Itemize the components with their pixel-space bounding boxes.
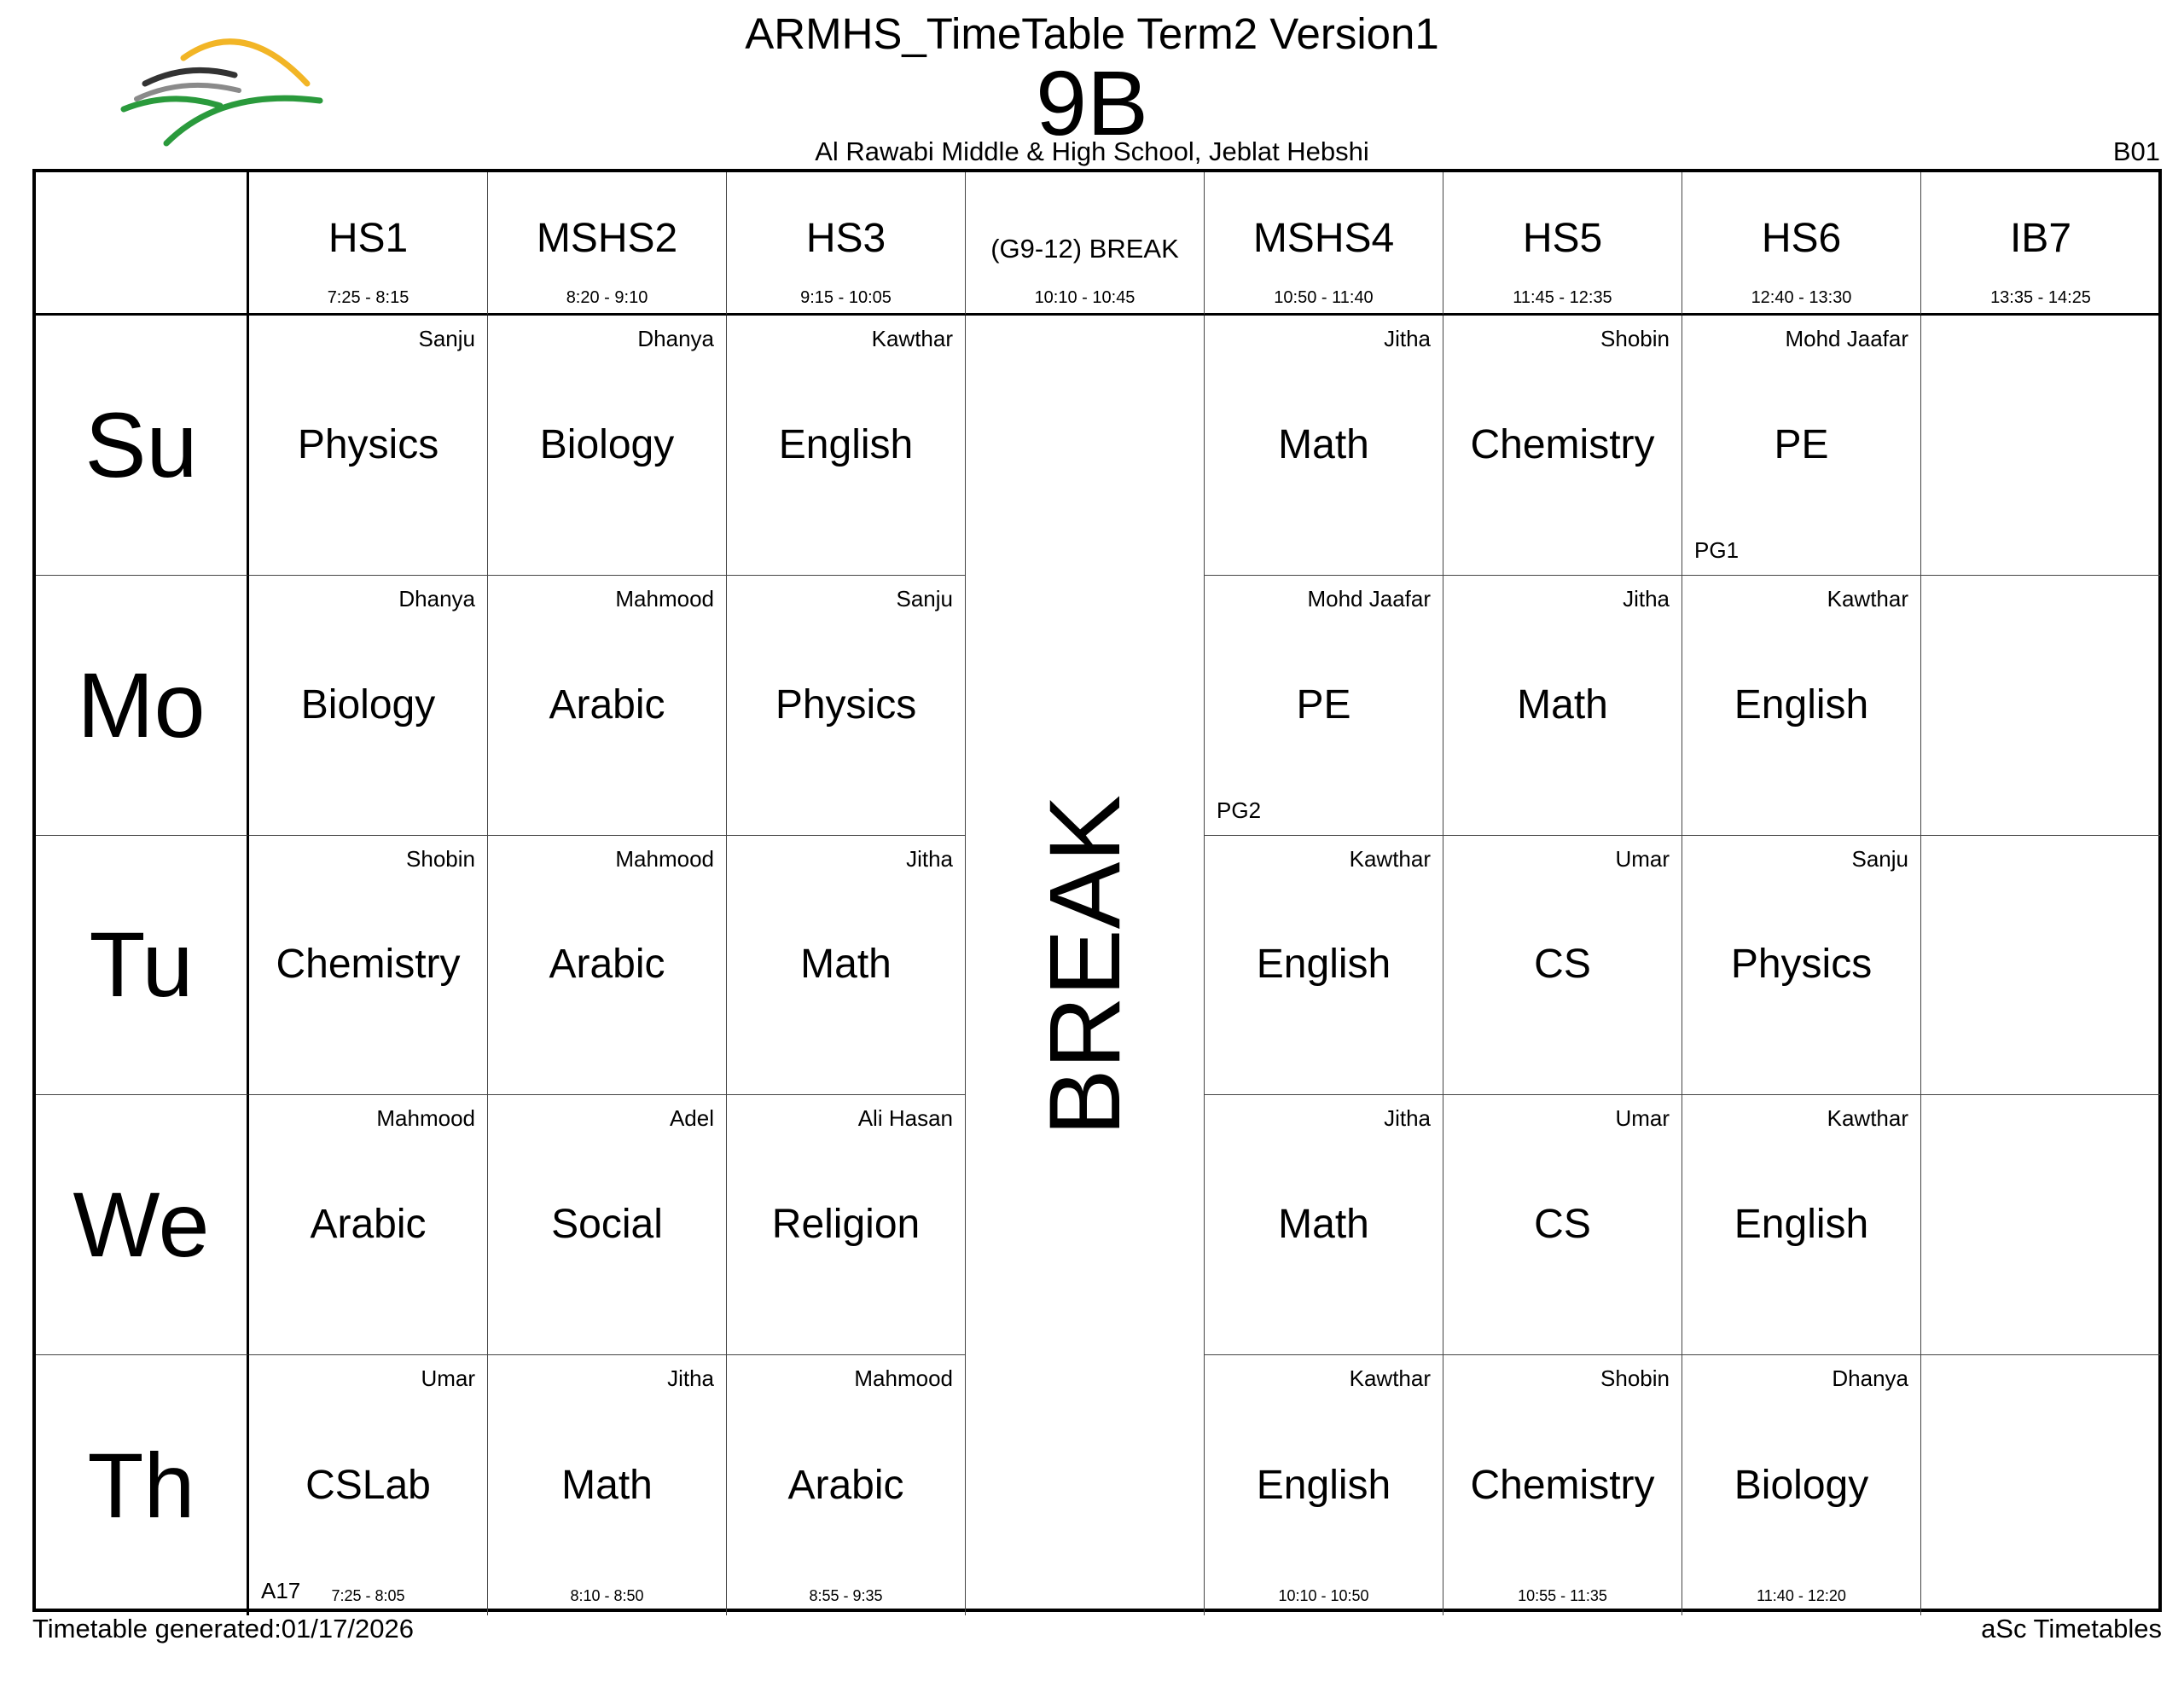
lesson-time: 10:55 - 11:35 <box>1518 1586 1607 1604</box>
lesson-room: A17 <box>261 1577 301 1603</box>
subject-name: Social <box>551 1202 663 1248</box>
lesson-cell <box>1205 1095 1443 1355</box>
lesson-cell <box>727 316 966 576</box>
lesson-room: PG1 <box>1694 536 1740 563</box>
period-time: 10:50 - 11:40 <box>1274 288 1374 307</box>
lesson-cell <box>1443 576 1682 836</box>
teacher-name: Jitha <box>1623 585 1670 612</box>
day-label: We <box>73 1173 210 1277</box>
lesson-cell <box>1205 836 1443 1096</box>
class-name: 9B <box>1035 51 1149 154</box>
lesson-cell-empty <box>1921 1355 2160 1615</box>
subject-name: Arabic <box>310 1202 427 1248</box>
lesson-cell <box>1682 576 1921 836</box>
teacher-name: Jitha <box>1384 326 1431 351</box>
teacher-name: Mohd Jaafar <box>1785 326 1908 351</box>
lesson-cell <box>1443 1095 1682 1355</box>
lesson-cell <box>488 1355 727 1615</box>
subject-name: Math <box>800 942 892 988</box>
lesson-time: 7:25 - 8:05 <box>331 1586 405 1604</box>
teacher-name: Mahmood <box>615 845 714 872</box>
day-cell <box>36 1095 249 1355</box>
lesson-cell <box>249 316 488 576</box>
break-label: BREAK <box>1028 794 1141 1137</box>
lesson-cell <box>488 576 727 836</box>
subject-name: Arabic <box>787 1462 904 1508</box>
teacher-name: Ali Hasan <box>857 1105 953 1132</box>
period-name: HS6 <box>1761 216 1842 261</box>
subject-name: English <box>1256 1462 1391 1508</box>
room-code: B01 <box>2112 136 2160 166</box>
teacher-name: Umar <box>1615 1105 1670 1132</box>
period-time: 12:40 - 13:30 <box>1751 288 1852 307</box>
subject-name: Biology <box>1734 1462 1869 1508</box>
lesson-cell <box>249 576 488 836</box>
subject-name: Math <box>1278 421 1369 467</box>
timetable-grid <box>32 169 2162 1612</box>
lesson-cell <box>1682 836 1921 1096</box>
subject-name: Math <box>1517 681 1608 728</box>
lesson-cell <box>1205 1355 1443 1615</box>
lesson-cell <box>727 576 966 836</box>
lesson-cell <box>249 1095 488 1355</box>
period-header <box>1921 172 2160 316</box>
teacher-name: Kawthar <box>1349 845 1431 872</box>
lesson-room: PG2 <box>1217 797 1262 823</box>
lesson-cell-empty <box>1921 576 2160 836</box>
teacher-name: Mahmood <box>376 1105 475 1132</box>
teacher-name: Jitha <box>906 845 953 872</box>
lesson-cell <box>1443 836 1682 1096</box>
period-header <box>1682 172 1921 316</box>
teacher-name: Kawthar <box>1827 585 1908 612</box>
lesson-cell <box>1205 576 1443 836</box>
teacher-name: Umar <box>1615 845 1670 872</box>
period-name: MSHS2 <box>536 216 678 261</box>
lesson-cell-empty <box>1921 836 2160 1096</box>
teacher-name: Shobin <box>1600 1365 1670 1392</box>
lesson-cell <box>488 316 727 576</box>
timetable-title: ARMHS_TimeTable Term2 Version1 <box>745 9 1439 58</box>
teacher-name: Mohd Jaafar <box>1307 585 1431 612</box>
teacher-name: Kawthar <box>1827 1105 1908 1132</box>
subject-name: PE <box>1296 681 1351 728</box>
day-label: Tu <box>89 913 194 1017</box>
period-header-break <box>966 172 1205 316</box>
period-header <box>249 172 488 316</box>
period-name: HS3 <box>805 216 886 261</box>
subject-name: Math <box>1278 1202 1369 1248</box>
lesson-cell <box>727 1095 966 1355</box>
day-cell <box>36 316 249 576</box>
lesson-time: 8:55 - 9:35 <box>809 1586 883 1604</box>
subject-name: Religion <box>771 1202 921 1248</box>
subject-name: CS <box>1534 1202 1591 1248</box>
day-label: Th <box>87 1433 195 1537</box>
subject-name: Physics <box>775 681 917 728</box>
day-label: Su <box>84 392 198 496</box>
period-time: 11:45 - 12:35 <box>1513 288 1612 307</box>
subject-name: English <box>1256 942 1391 988</box>
teacher-name: Jitha <box>1384 1105 1431 1132</box>
teacher-name: Dhanya <box>1832 1365 1908 1392</box>
subject-name: CSLab <box>305 1462 431 1508</box>
lesson-time: 11:40 - 12:20 <box>1757 1586 1846 1604</box>
subject-name: Chemistry <box>276 942 461 988</box>
period-header <box>488 172 727 316</box>
day-cell <box>36 836 249 1096</box>
generated-date: Timetable generated:01/17/2026 <box>32 1614 414 1644</box>
lesson-cell <box>488 836 727 1096</box>
day-label: Mo <box>77 652 206 757</box>
subject-name: Arabic <box>549 942 665 988</box>
subject-name: Physics <box>1730 942 1873 988</box>
period-header <box>1443 172 1682 316</box>
lesson-cell-empty <box>1921 1095 2160 1355</box>
teacher-name: Mahmood <box>854 1365 953 1392</box>
lesson-cell <box>1682 1095 1921 1355</box>
period-name: MSHS4 <box>1252 216 1395 261</box>
lesson-cell <box>727 836 966 1096</box>
software-brand: aSc Timetables <box>1981 1614 2162 1644</box>
teacher-name: Shobin <box>1600 326 1670 351</box>
period-name: IB7 <box>2009 216 2072 261</box>
period-time: 8:20 - 9:10 <box>566 288 648 307</box>
teacher-name: Sanju <box>896 585 953 612</box>
teacher-name: Mahmood <box>615 585 714 612</box>
lesson-cell <box>1443 316 1682 576</box>
day-cell <box>36 576 249 836</box>
lesson-cell <box>488 1095 727 1355</box>
subject-name: English <box>1734 1202 1869 1248</box>
period-name: HS5 <box>1522 216 1603 261</box>
teacher-name: Dhanya <box>637 326 714 351</box>
school-name: Al Rawabi Middle & High School, Jeblat Hebshi <box>815 136 1369 166</box>
lesson-cell <box>1682 1355 1921 1615</box>
subject-name: Chemistry <box>1470 1462 1655 1508</box>
period-time: 13:35 - 14:25 <box>1990 288 2091 307</box>
subject-name: Chemistry <box>1470 421 1655 467</box>
period-time: 10:10 - 10:45 <box>1034 288 1136 307</box>
lesson-cell <box>1205 316 1443 576</box>
subject-name: Physics <box>297 421 439 467</box>
teacher-name: Dhanya <box>398 585 475 612</box>
lesson-cell <box>249 1355 488 1615</box>
lesson-cell <box>1682 316 1921 576</box>
period-name: HS1 <box>328 216 409 261</box>
lesson-cell <box>727 1355 966 1615</box>
subject-name: CS <box>1534 942 1591 988</box>
period-time: 9:15 - 10:05 <box>800 288 892 307</box>
lesson-cell <box>249 836 488 1096</box>
period-time: 7:25 - 8:15 <box>327 288 410 307</box>
corner-cell <box>36 172 249 316</box>
subject-name: English <box>778 421 914 467</box>
subject-name: Biology <box>300 681 436 728</box>
teacher-name: Sanju <box>418 326 475 351</box>
subject-name: Math <box>561 1462 653 1508</box>
subject-name: English <box>1734 681 1869 728</box>
teacher-name: Umar <box>421 1365 475 1392</box>
subject-name: Arabic <box>549 681 665 728</box>
lesson-cell-empty <box>1921 316 2160 576</box>
break-column <box>966 316 1205 1615</box>
teacher-name: Adel <box>669 1105 714 1132</box>
teacher-name: Jitha <box>667 1365 714 1392</box>
subject-name: PE <box>1774 421 1829 467</box>
period-header <box>727 172 966 316</box>
teacher-name: Shobin <box>406 845 475 872</box>
teacher-name: Sanju <box>1851 845 1908 872</box>
lesson-cell <box>1443 1355 1682 1615</box>
lesson-time: 10:10 - 10:50 <box>1278 1586 1369 1604</box>
period-header <box>1205 172 1443 316</box>
subject-name: Biology <box>539 421 675 467</box>
lesson-time: 8:10 - 8:50 <box>570 1586 644 1604</box>
period-name: (G9-12) BREAK <box>990 234 1179 264</box>
teacher-name: Kawthar <box>1349 1365 1431 1392</box>
teacher-name: Kawthar <box>871 326 953 351</box>
day-cell <box>36 1355 249 1615</box>
